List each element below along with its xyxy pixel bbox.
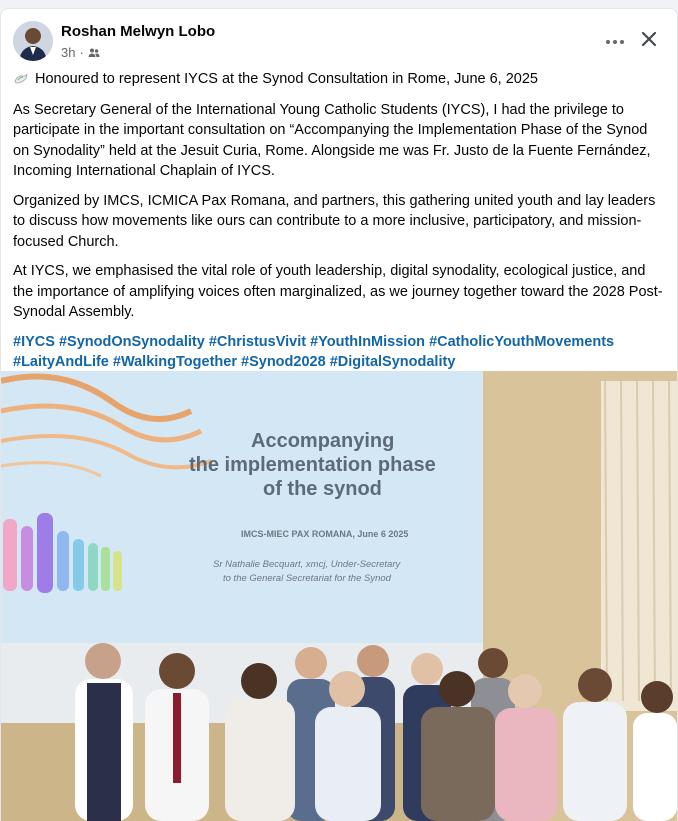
post-meta (61, 45, 100, 60)
hashtag-link[interactable]: #LaityAndLife (13, 354, 109, 370)
meta-separator: · (79, 45, 84, 60)
post-time[interactable]: 3h (61, 45, 76, 60)
hashtag-link[interactable]: #CatholicYouthMovements (429, 333, 615, 350)
hashtag-link[interactable]: #WalkingTogether (112, 354, 237, 370)
hashtag-link[interactable]: #ChristusVivit (208, 333, 307, 350)
post-photo[interactable] (1, 371, 677, 821)
dove-icon (13, 71, 29, 87)
friends-icon[interactable] (88, 47, 100, 59)
slide-title-2: the implementation phase (189, 454, 436, 476)
hashtag-link[interactable]: #YouthInMission (310, 333, 426, 350)
author-name[interactable]: Roshan Melwyn Lobo (61, 23, 216, 40)
paragraph-2: Organized by IMCS, ICMICA Pax Romana, and partners, this gathering united youth and lay leaders to discuss how movements like ours can contribute to a more inclusive, participatory, and mission-focused Church. (13, 192, 656, 250)
close-icon (641, 31, 657, 52)
paragraph-3: At IYCS, we emphasised the vital role of youth leadership, digital synodality, ecological justice, and the importance of amplifying voices often marginalized, as we journey together toward the 2028 Post-Synodal Assembly. (13, 263, 663, 320)
post-body (13, 69, 663, 373)
hashtag-link[interactable]: #IYCS (13, 333, 55, 350)
post-lead (13, 69, 663, 90)
slide-speaker-2: to the General Secretariat for the Synod (223, 573, 391, 584)
more-options-button[interactable] (599, 25, 631, 57)
hashtag-link[interactable]: #SynodOnSynodality (58, 333, 205, 350)
hashtag-link[interactable]: #DigitalSynodality (329, 354, 456, 370)
projection-screen (1, 371, 483, 643)
slide-title-3: of the synod (263, 478, 382, 500)
avatar[interactable] (13, 21, 53, 61)
post-header (13, 19, 665, 67)
slide-speaker-1: Sr Nathalie Becquart, xmcj, Under-Secretary (213, 559, 401, 570)
post-card (0, 8, 678, 821)
more-horizontal-icon (605, 32, 625, 50)
slide-org: IMCS-MIEC PAX ROMANA, June 6 2025 (241, 529, 409, 539)
paragraph-1: As Secretary General of the International Young Catholic Students (IYCS), I had the privilege to participate in the important consultation on “Accompanying the Implementation Phase of the Synod on Synodality” held at the Jesuit Curia, Rome. Alongside me was Fr. Justo de la Fuente Fernández, Incoming International Chaplain of IYCS. (13, 101, 651, 179)
hashtag-list (13, 332, 663, 373)
hashtag-link[interactable]: #Synod2028 (241, 354, 326, 370)
close-button[interactable] (633, 25, 665, 57)
lead-text: Honoured to represent IYCS at the Synod Consultation in Rome, June 6, 2025 (35, 71, 538, 87)
slide-title-1: Accompanying (251, 430, 395, 452)
